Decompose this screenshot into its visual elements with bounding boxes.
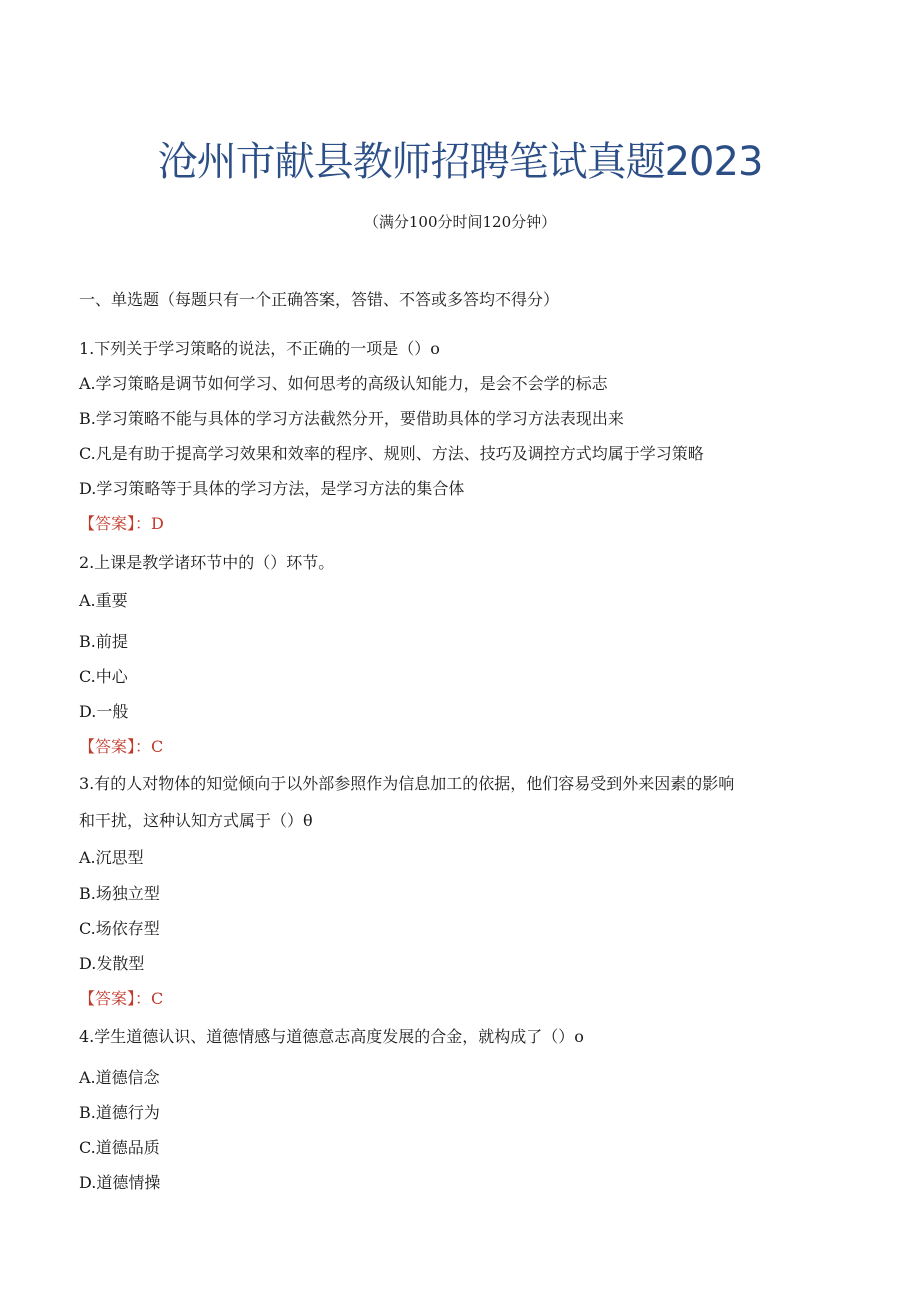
question-4-option-d: D.道德情操 xyxy=(79,1173,161,1192)
question-2-option-b: B.前提 xyxy=(79,632,128,651)
question-3-option-d: D.发散型 xyxy=(79,954,145,973)
question-3-option-b: B.场独立型 xyxy=(79,884,160,903)
question-1-option-a: A.学习策略是调节如何学习、如何思考的高级认知能力，是会不会学的标志 xyxy=(79,374,608,393)
question-3-stem: 3.有的人对物体的知觉倾向于以外部参照作为信息加工的依据，他们容易受到外来因素的影响 xyxy=(79,774,735,793)
question-4-stem: 4.学生道德认识、道德情感与道德意志高度发展的合金，就构成了（）o xyxy=(79,1027,584,1046)
page-subtitle: （满分100分时间120分钟） xyxy=(363,213,557,231)
question-2-option-d: D.一般 xyxy=(79,702,129,721)
question-3-answer: 【答案】：C xyxy=(79,989,164,1008)
question-1-stem: 1.下列关于学习策略的说法，不正确的一项是（）o xyxy=(79,339,440,358)
question-2-option-c: C.中心 xyxy=(79,667,128,686)
question-1-option-c: C.凡是有助于提高学习效果和效率的程序、规则、方法、技巧及调控方式均属于学习策略 xyxy=(79,444,704,463)
section-heading: 一、单选题（每题只有一个正确答案，答错、不答或多答均不得分） xyxy=(79,290,560,309)
question-3-option-a: A.沉思型 xyxy=(79,848,144,867)
question-3-option-c: C.场依存型 xyxy=(79,919,160,938)
question-4-option-a: A.道德信念 xyxy=(79,1068,160,1087)
question-2-stem: 2.上课是教学诸环节中的（）环节。 xyxy=(79,553,335,572)
question-3-stem-continued: 和干扰，这种认知方式属于（）θ xyxy=(79,811,313,830)
question-1-answer: 【答案】：D xyxy=(79,514,164,533)
question-1-option-b: B.学习策略不能与具体的学习方法截然分开，要借助具体的学习方法表现出来 xyxy=(79,409,624,428)
question-1-option-d: D.学习策略等于具体的学习方法，是学习方法的集合体 xyxy=(79,479,465,498)
question-4-option-c: C.道德品质 xyxy=(79,1138,160,1157)
question-4-option-b: B.道德行为 xyxy=(79,1103,160,1122)
page-title: 沧州市献县教师招聘笔试真题2023 xyxy=(157,139,763,185)
question-2-option-a: A.重要 xyxy=(79,591,128,610)
question-2-answer: 【答案】：C xyxy=(79,737,164,756)
